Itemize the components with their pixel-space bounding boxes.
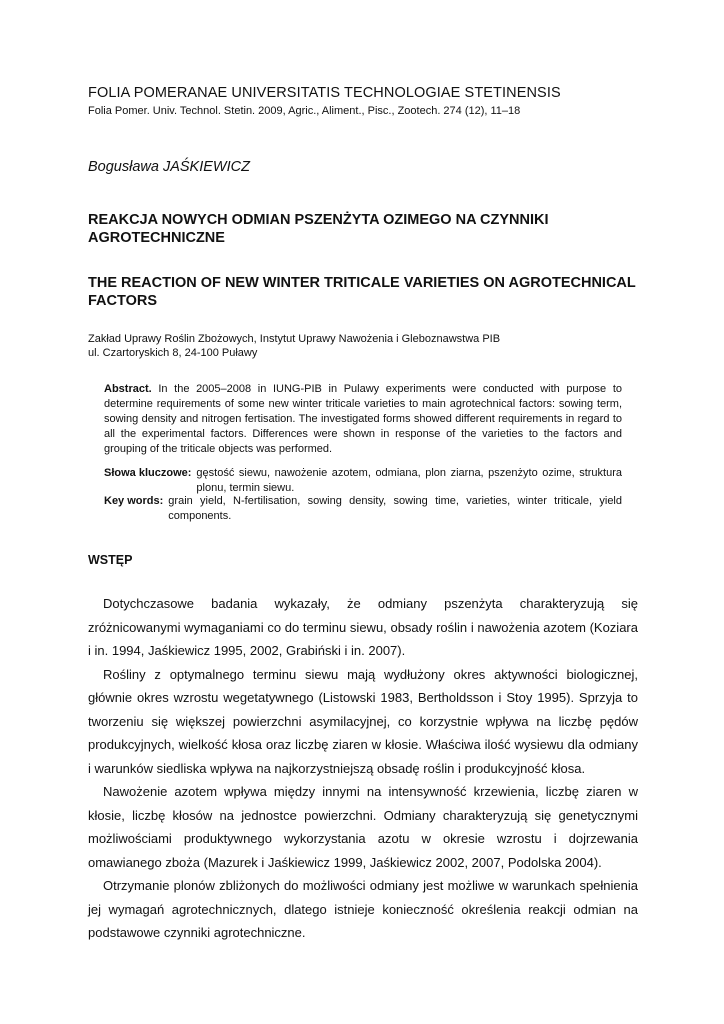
journal-title: FOLIA POMERANAE UNIVERSITATIS TECHNOLOGIAE STETINENSIS — [88, 85, 561, 101]
abstract — [104, 382, 622, 457]
paragraph: Otrzymanie plonów zbliżonych do możliwości odmiany jest możliwe w warunkach spełnienia jej wymagań agrotechnicznych, dlatego istnieje konieczność określenia reakcji odmian na podstawowe czynniki agrotechniczne. — [88, 878, 638, 940]
affiliation-line-1: Zakład Uprawy Roślin Zbożowych, Instytut Uprawy Nawożenia i Gleboznawstwa PIB — [88, 333, 501, 345]
author: Bogusława JAŚKIEWICZ — [88, 159, 250, 175]
paragraph: Rośliny z optymalnego terminu siewu mają wydłużony okres aktywności biologicznej, głównie okres wzrostu wegetatywnego (Listowski 1983, Bertholdsson i Stoy 1995). Sprzyja to tworzeniu się większej powierzchni asymilacyjnej, co korzystnie wpływa na liczbę pędów produkcyjnych, wielkość kłosa oraz liczbę ziaren w kłosie. Właściwa ilość wysiewu dla odmiany i warunków siedliska wpływa na najkorzystniejszą obsadę roślin i produkcyjność kłosa. — [88, 666, 638, 776]
affiliation-line-2: ul. Czartoryskich 8, 24-100 Puławy — [88, 347, 258, 359]
keywords-english-text: grain yield, N-fertilisation, sowing density, sowing time, varieties, winter triticale, yield components. — [168, 495, 622, 522]
title-english: THE REACTION OF NEW WINTER TRITICALE VARIETIES ON AGROTECHNICAL FACTORS — [88, 275, 636, 309]
paragraph: Nawożenie azotem wpływa między innymi na intensywność krzewienia, liczbę ziaren w kłosie, liczbę kłosów na jednostce powierzchni. Odmiany charakteryzują się genetycznymi możliwościami produktywnego wykorzystania azotu w okresie wzrostu i dojrzewania omawianego zboża (Mazurek i Jaśkiewicz 1999, Jaśkiewicz 2002, 2007, Podolska 2004). — [88, 784, 638, 870]
keywords-polish-text: gęstość siewu, nawożenie azotem, odmiana, plon ziarna, pszenżyto ozime, struktura plonu, termin siewu. — [196, 467, 622, 494]
journal-citation: Folia Pomer. Univ. Technol. Stetin. 2009, Agric., Aliment., Pisc., Zootech. 274 (12), 11–18 — [88, 105, 521, 117]
title-polish: REAKCJA NOWYCH ODMIAN PSZENŻYTA OZIMEGO NA CZYNNIKI AGROTECHNICZNE — [88, 212, 549, 246]
keywords-polish-label: Słowa kluczowe: — [104, 467, 192, 479]
body-text — [88, 592, 638, 945]
abstract-label: Abstract. — [104, 383, 152, 395]
section-heading: WSTĘP — [88, 553, 133, 567]
abstract-text: In the 2005–2008 in IUNG-PIB in Pulawy experiments were conducted with purpose to determine requirements of some new winter triticale varieties to main agrotechnical factors: sowing term, sowing density and nitrogen fertisation. The investigated forms showed different requirements in regard to all the experimental factors. Differences were shown in response of the varieties to the factors and grouping of the triticale objects was performed. — [104, 383, 622, 455]
keywords-english — [104, 494, 622, 524]
paragraph: Dotychczasowe badania wykazały, że odmiany pszenżyta charakteryzują się zróżnicowanymi wymaganiami co do terminu siewu, obsady roślin i nawożenia azotem (Koziara i in. 1994, Jaśkiewicz 1995, 2002, Grabiński i in. 2007). — [88, 596, 638, 658]
affiliation — [88, 332, 500, 360]
keywords-english-label: Key words: — [104, 495, 164, 507]
keywords-polish — [104, 466, 622, 496]
